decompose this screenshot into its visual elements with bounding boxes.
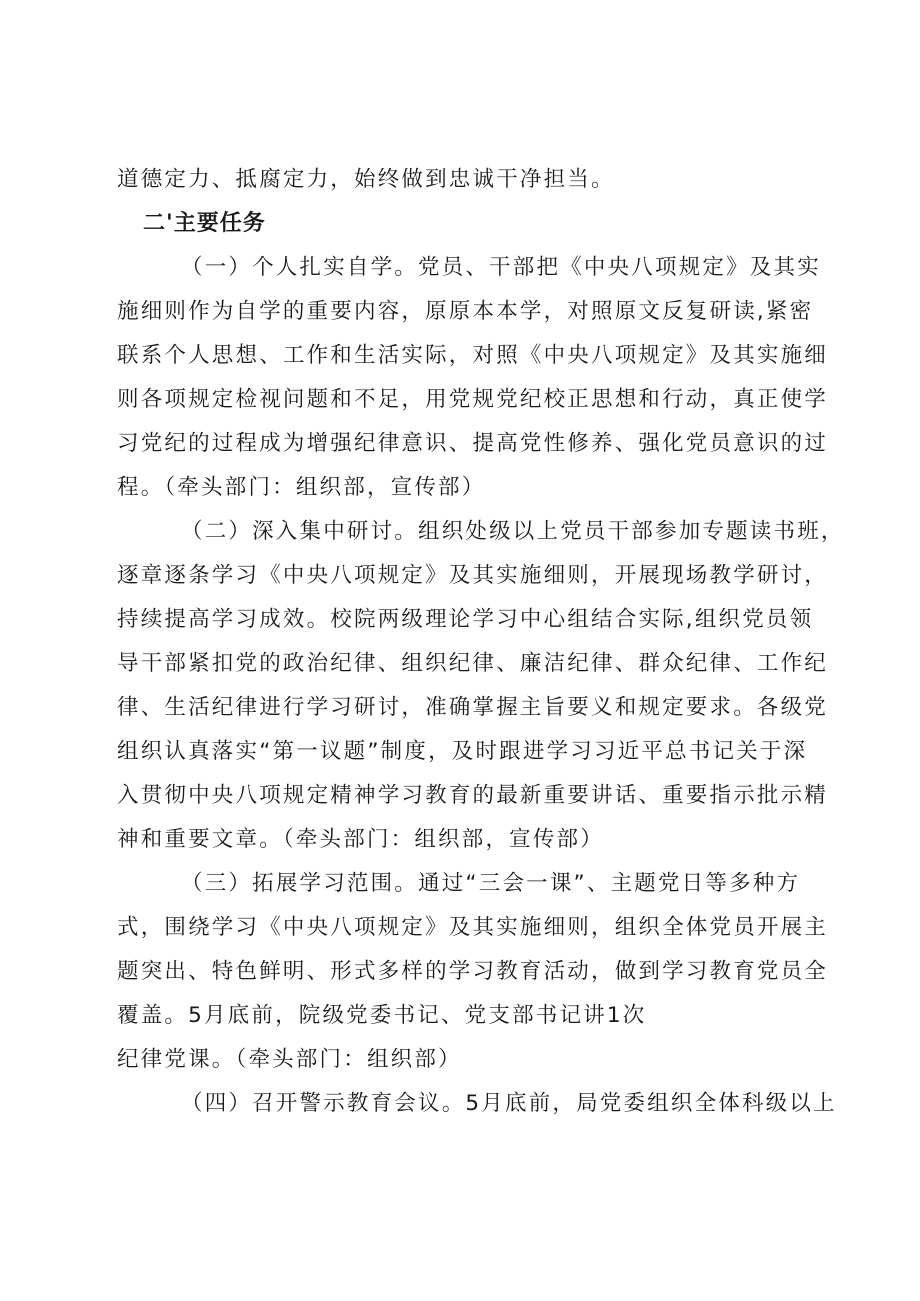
section-heading: 二'主要任务 bbox=[143, 211, 266, 236]
paragraph-line: 入贯彻中央八项规定精神学习教育的最新重要讲话、重要指示批示精 bbox=[117, 783, 829, 808]
paragraph-line: 题突出、特色鲜明、形式多样的学习教育活动，做到学习教育党员全 bbox=[117, 959, 829, 984]
paragraph-line: 逐章逐条学习《中央八项规定》及其实施细则，开展现场教学研讨， bbox=[117, 563, 829, 588]
paragraph-line: 施细则作为自学的重要内容，原原本本学，对照原文反复研读,紧密 bbox=[117, 299, 814, 324]
paragraph-line: 程。（牵头部门：组织部，宣传部） bbox=[117, 475, 486, 500]
paragraph-line: 覆盖。5月底前，院级党委书记、党支部书记讲1次 bbox=[117, 1003, 647, 1028]
paragraph-line: 则各项规定检视问题和不足，用党规党纪校正思想和行动，真正使学 bbox=[117, 387, 829, 412]
paragraph-line: 神和重要文章。（牵头部门：组织部，宣传部） bbox=[117, 827, 604, 852]
paragraph-line: 联系个人思想、工作和生活实际，对照《中央八项规定》及其实施细 bbox=[117, 343, 829, 368]
paragraph-line: 导干部紧扣党的政治纪律、组织纪律、廉洁纪律、群众纪律、工作纪 bbox=[117, 651, 829, 676]
paragraph-line: 纪律党课。（牵头部门：组织部） bbox=[117, 1047, 462, 1072]
paragraph-line: 持续提高学习成效。校院两级理论学习中心组结合实际,组织党员领 bbox=[117, 607, 814, 632]
paragraph-line: （三）拓展学习范围。通过“三会一课”、主题党日等多种方 bbox=[181, 871, 801, 896]
paragraph-line: 道德定力、抵腐定力，始终做到忠诚干净担当。 bbox=[117, 167, 615, 192]
paragraph-line: （一）个人扎实自学。党员、干部把《中央八项规定》及其实 bbox=[181, 255, 821, 280]
paragraph-line: 组织认真落实“第一议题”制度，及时跟进学习习近平总书记关于深 bbox=[117, 739, 808, 764]
paragraph-line: （四）召开警示教育会议。5月底前，局党委组织全体科级以上 bbox=[181, 1091, 837, 1116]
paragraph-line: 习党纪的过程成为增强纪律意识、提高党性修养、强化党员意识的过 bbox=[117, 431, 829, 456]
document-body bbox=[117, 158, 845, 1126]
paragraph-line: 式，围绕学习《中央八项规定》及其实施细则，组织全体党员开展主 bbox=[117, 915, 829, 940]
paragraph-line: 律、生活纪律进行学习研讨，准确掌握主旨要义和规定要求。各级党 bbox=[117, 695, 829, 720]
paragraph-line: （二）深入集中研讨。组织处级以上党员干部参加专题读书班， bbox=[181, 519, 845, 544]
